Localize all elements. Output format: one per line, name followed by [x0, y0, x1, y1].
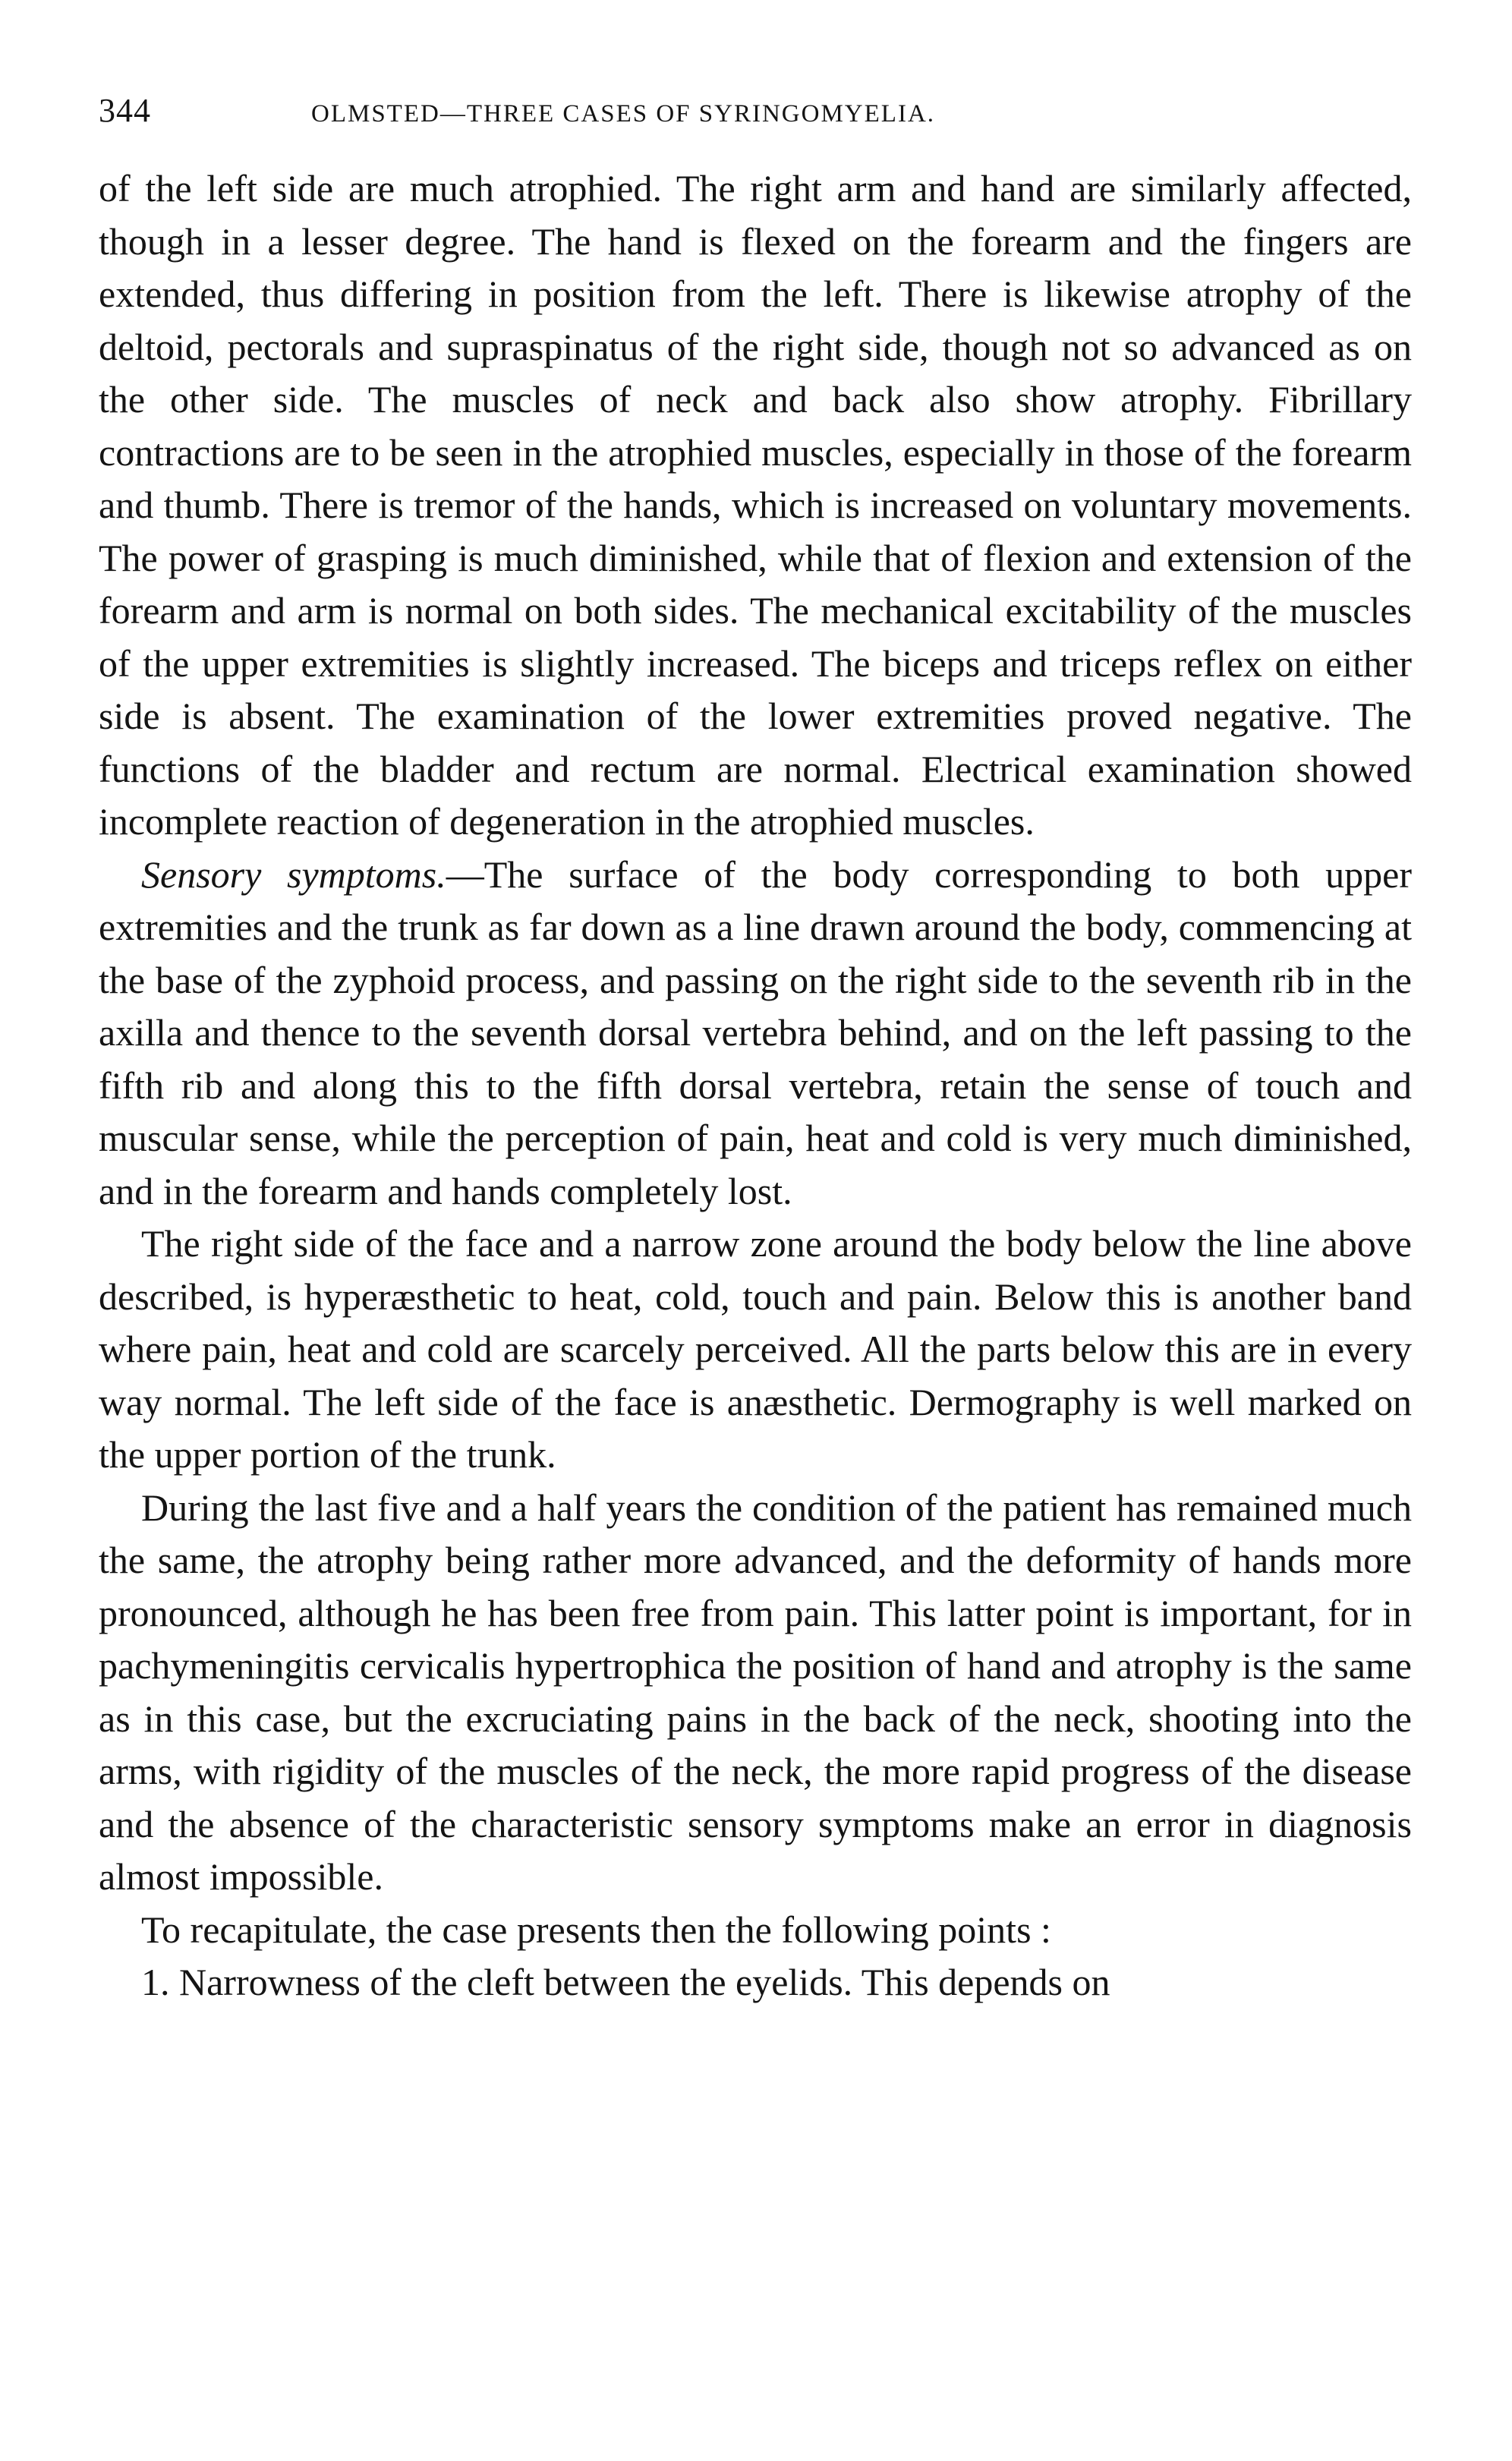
paragraph-6-text: 1. Narrowness of the cleft between the eyelids. This depends on — [141, 1961, 1110, 2003]
running-title: OLMSTED—THREE CASES OF SYRINGOMYELIA. — [311, 100, 936, 128]
paragraph-1 — [99, 162, 1412, 849]
paragraph-6 — [99, 1956, 1412, 2009]
paragraph-5-text: To recapitulate, the case presents then the following points : — [141, 1908, 1051, 1951]
paragraph-3 — [99, 1218, 1412, 1482]
paragraph-2 — [99, 849, 1412, 1218]
paragraph-5 — [99, 1904, 1412, 1957]
paragraph-4-text: During the last five and a half years the condition of the patient has remained much the same, the atrophy being rather more advanced, and the deformity of hands more pronounced, although he has been free from pain. This latter point is important, for in pachymeningitis cervicalis hypertrophica the position of hand and atrophy is the same as in this case, but the excruciating pains in the back of the neck, shooting into the arms, with rigidity of the muscles of the neck, the more rapid progress of the disease and the absence of the characteristic sensory symptoms make an error in diagnosis almost impossible. — [99, 1486, 1412, 1898]
paragraph-1-text: of the left side are much atrophied. The right arm and hand are similarly affected, though in a lesser degree. The hand is flexed on the forearm and the fingers are extended, thus differing in position from the left. There is likewise atrophy of the deltoid, pectorals and supraspinatus of the right side, though not so advanced as on the other side. The muscles of neck and back also show atrophy. Fibrillary contractions are to be seen in the atrophied muscles, especially in those of the forearm and thumb. There is tremor of the hands, which is increased on voluntary movements. The power of grasping is much diminished, while that of flexion and extension of the forearm and arm is normal on both sides. The mechanical excitability of the muscles of the upper extremities is slightly increased. The biceps and triceps reflex on either side is absent. The examination of the lower extremities proved negative. The functions of the bladder and rectum are normal. Electrical examination showed incomplete reaction of degeneration in the atrophied muscles. — [99, 167, 1412, 843]
paragraph-4 — [99, 1482, 1412, 1904]
running-head — [99, 91, 1412, 137]
paragraph-2-text: —The surface of the body corresponding to both upper extremities and the trunk as far down as a line drawn around the body, commencing at the base of the zyphoid process, and passing on the right side to the seventh rib in the axilla and thence to the seventh dorsal vertebra behind, and on the left passing to the fifth rib and along this to the fifth dorsal vertebra, retain the sense of touch and muscular sense, while the perception of pain, heat and cold is very much diminished, and in the forearm and hands completely lost. — [99, 852, 1412, 1212]
paragraph-2-lead: Sensory symptoms. — [141, 852, 446, 896]
page — [99, 91, 1412, 2009]
page-number: 344 — [99, 92, 151, 129]
paragraph-3-text: The right side of the face and a narrow zone around the body below the line above described, is hyperæsthetic to heat, cold, touch and pain. Below this is another band where pain, heat and cold are scarcely perceived. All the parts below this are in every way normal. The left side of the face is anæsthetic. Dermography is well marked on the upper portion of the trunk. — [99, 1222, 1412, 1476]
